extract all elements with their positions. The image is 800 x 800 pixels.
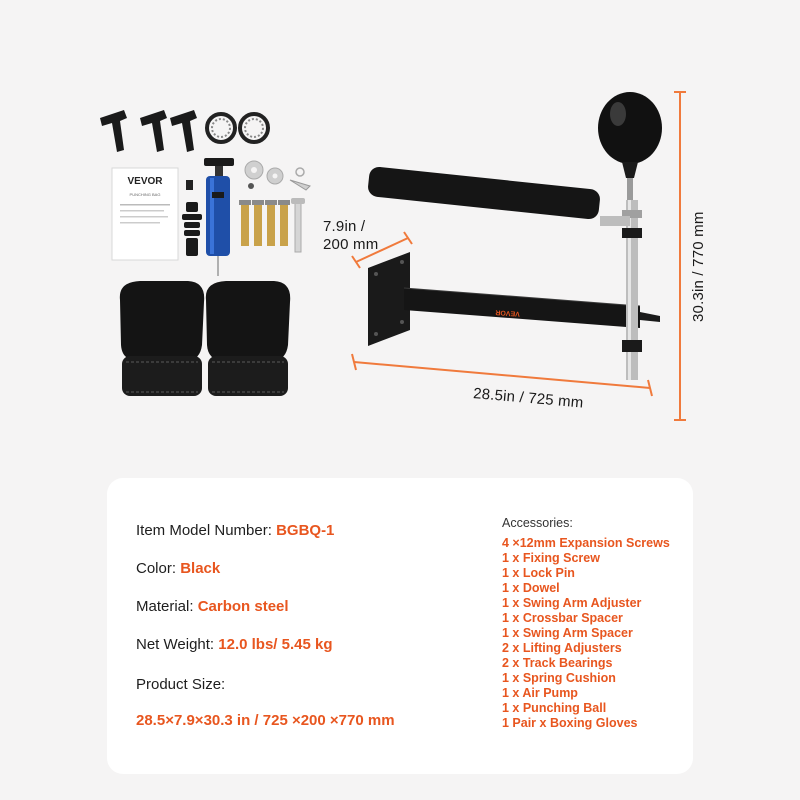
- lever-handles-icon: [100, 110, 197, 152]
- accessory-item: 1 x Dowel: [502, 581, 560, 595]
- accessory-item: 1 x Fixing Screw: [502, 551, 600, 565]
- manual-subtitle: PUNCHING BAG: [129, 192, 161, 197]
- accessory-item: 1 x Swing Arm Spacer: [502, 626, 633, 640]
- air-pump-icon: [204, 158, 234, 276]
- accessory-item: 4 ×12mm Expansion Screws: [502, 536, 670, 550]
- lock-pin-icon: [291, 198, 305, 252]
- spec-product-size-value: [136, 712, 395, 729]
- accessory-item: 1 x Spring Cushion: [502, 671, 616, 685]
- accessory-item: 1 x Swing Arm Adjuster: [502, 596, 642, 610]
- spec-net-weight: [136, 636, 333, 653]
- width-dimension-line: [354, 362, 650, 388]
- spec-size-value: 28.5×7.9×30.3 in / 725 ×200 ×770 mm: [136, 712, 395, 729]
- spec-material: [136, 598, 289, 615]
- spec-material-label: Material:: [136, 598, 194, 615]
- spec-weight-label: Net Weight:: [136, 636, 215, 653]
- manual-brand: VEVOR: [127, 176, 163, 187]
- spec-model-label: Item Model Number:: [136, 522, 272, 539]
- horizontal-arm-icon: [404, 288, 660, 328]
- vertical-pole-icon: [622, 200, 642, 380]
- depth-label-line1: 7.9in /: [323, 218, 366, 235]
- depth-dimension-label: [323, 218, 378, 254]
- wall-mount-plate-icon: [368, 252, 410, 346]
- accessory-item: 1 x Lock Pin: [502, 566, 575, 580]
- accessory-item: 1 x Air Pump: [502, 686, 578, 700]
- expansion-screws-icon: [239, 200, 290, 246]
- accessory-item: 1 Pair x Boxing Gloves: [502, 716, 638, 730]
- depth-label-line2: 200 mm: [323, 236, 379, 253]
- height-dimension-label: 30.3in / 770 mm: [690, 211, 707, 322]
- spec-color-label: Color:: [136, 560, 177, 577]
- spring-cushion-icon: [182, 202, 202, 256]
- spec-material-value: Carbon steel: [197, 598, 289, 615]
- accessories-title: Accessories:: [502, 516, 573, 530]
- rebound-board-icon: [367, 166, 630, 226]
- fixing-screw-icon: [186, 180, 193, 190]
- arm-brand: VEVOR: [495, 308, 521, 317]
- punching-ball-icon: [598, 92, 662, 200]
- accessory-item: 1 x Punching Ball: [502, 701, 607, 715]
- accessory-item: 2 x Lifting Adjusters: [502, 641, 622, 655]
- width-dimension-label: 28.5in / 725 mm: [472, 385, 585, 412]
- track-bearings-icon: [207, 114, 268, 142]
- spec-model-value: BGBQ-1: [276, 522, 335, 539]
- manual-icon: [112, 168, 178, 260]
- accessories-list: [502, 536, 670, 731]
- spec-product-size-label: Product Size:: [136, 676, 226, 693]
- spec-color: [136, 560, 220, 577]
- spec-model-number: [136, 522, 334, 539]
- accessory-item: 1 x Crossbar Spacer: [502, 611, 623, 625]
- spec-weight-value: 12.0 lbs/ 5.45 kg: [218, 636, 333, 653]
- boxing-gloves-icon: [120, 281, 290, 396]
- washers-icon: [245, 161, 310, 190]
- accessory-item: 2 x Track Bearings: [502, 656, 613, 670]
- spec-color-value: Black: [180, 560, 221, 577]
